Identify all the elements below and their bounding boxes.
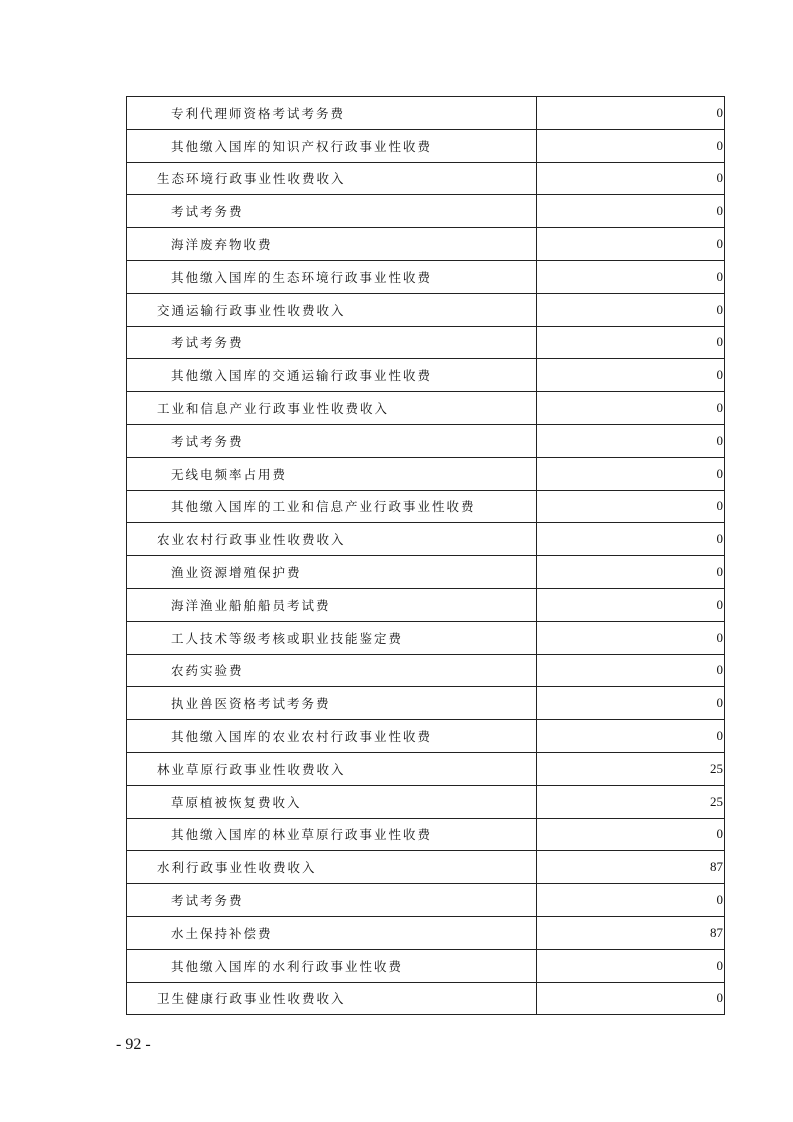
table-row bbox=[127, 949, 725, 982]
item-name-cell: 农业农村行政事业性收费收入 bbox=[127, 523, 537, 556]
item-name-cell: 其他缴入国库的农业农村行政事业性收费 bbox=[127, 720, 537, 753]
item-value-cell: 0 bbox=[537, 129, 725, 162]
item-name-cell: 海洋废弃物收费 bbox=[127, 228, 537, 261]
item-name-cell: 林业草原行政事业性收费收入 bbox=[127, 752, 537, 785]
item-value-cell: 25 bbox=[537, 785, 725, 818]
item-value-cell: 0 bbox=[537, 818, 725, 851]
item-value-cell: 0 bbox=[537, 293, 725, 326]
item-name-cell: 草原植被恢复费收入 bbox=[127, 785, 537, 818]
item-name-cell: 其他缴入国库的水利行政事业性收费 bbox=[127, 949, 537, 982]
item-name-cell: 其他缴入国库的交通运输行政事业性收费 bbox=[127, 359, 537, 392]
item-value-cell: 0 bbox=[537, 982, 725, 1015]
table-row bbox=[127, 195, 725, 228]
item-name-cell: 其他缴入国库的生态环境行政事业性收费 bbox=[127, 260, 537, 293]
item-value-cell: 0 bbox=[537, 654, 725, 687]
item-name-cell: 无线电频率占用费 bbox=[127, 457, 537, 490]
item-name-cell: 其他缴入国库的工业和信息产业行政事业性收费 bbox=[127, 490, 537, 523]
table-row bbox=[127, 523, 725, 556]
item-value-cell: 0 bbox=[537, 359, 725, 392]
table-row bbox=[127, 884, 725, 917]
table-row bbox=[127, 818, 725, 851]
table-row bbox=[127, 293, 725, 326]
item-value-cell: 87 bbox=[537, 916, 725, 949]
page-number: - 92 - bbox=[116, 1036, 151, 1053]
item-name-cell: 其他缴入国库的林业草原行政事业性收费 bbox=[127, 818, 537, 851]
item-value-cell: 87 bbox=[537, 851, 725, 884]
item-name-cell: 水土保持补偿费 bbox=[127, 916, 537, 949]
item-value-cell: 0 bbox=[537, 884, 725, 917]
table-row bbox=[127, 162, 725, 195]
table-row bbox=[127, 982, 725, 1015]
item-name-cell: 渔业资源增殖保护费 bbox=[127, 556, 537, 589]
item-name-cell: 工人技术等级考核或职业技能鉴定费 bbox=[127, 621, 537, 654]
item-value-cell: 0 bbox=[537, 720, 725, 753]
item-value-cell: 0 bbox=[537, 949, 725, 982]
item-value-cell: 0 bbox=[537, 260, 725, 293]
table-row bbox=[127, 687, 725, 720]
item-name-cell: 海洋渔业船舶船员考试费 bbox=[127, 588, 537, 621]
table-row bbox=[127, 326, 725, 359]
table-row bbox=[127, 851, 725, 884]
item-value-cell: 0 bbox=[537, 424, 725, 457]
item-value-cell: 0 bbox=[537, 392, 725, 425]
item-value-cell: 0 bbox=[537, 556, 725, 589]
table-row bbox=[127, 359, 725, 392]
item-value-cell: 0 bbox=[537, 621, 725, 654]
item-value-cell: 0 bbox=[537, 162, 725, 195]
item-value-cell: 0 bbox=[537, 687, 725, 720]
item-value-cell: 0 bbox=[537, 195, 725, 228]
item-name-cell: 考试考务费 bbox=[127, 195, 537, 228]
item-name-cell: 考试考务费 bbox=[127, 884, 537, 917]
revenue-table bbox=[126, 96, 725, 1015]
table-row bbox=[127, 588, 725, 621]
item-value-cell: 0 bbox=[537, 588, 725, 621]
item-value-cell: 0 bbox=[537, 97, 725, 130]
item-value-cell: 0 bbox=[537, 326, 725, 359]
item-name-cell: 交通运输行政事业性收费收入 bbox=[127, 293, 537, 326]
item-value-cell: 0 bbox=[537, 490, 725, 523]
table-row bbox=[127, 556, 725, 589]
item-name-cell: 农药实验费 bbox=[127, 654, 537, 687]
table-row bbox=[127, 260, 725, 293]
item-value-cell: 0 bbox=[537, 228, 725, 261]
item-name-cell: 专利代理师资格考试考务费 bbox=[127, 97, 537, 130]
table-row bbox=[127, 424, 725, 457]
item-name-cell: 考试考务费 bbox=[127, 326, 537, 359]
item-name-cell: 执业兽医资格考试考务费 bbox=[127, 687, 537, 720]
item-name-cell: 生态环境行政事业性收费收入 bbox=[127, 162, 537, 195]
table-row bbox=[127, 916, 725, 949]
table-row bbox=[127, 490, 725, 523]
item-name-cell: 水利行政事业性收费收入 bbox=[127, 851, 537, 884]
table-row bbox=[127, 654, 725, 687]
table-row bbox=[127, 785, 725, 818]
table-row bbox=[127, 97, 725, 130]
table-body bbox=[127, 97, 725, 1015]
table-row bbox=[127, 720, 725, 753]
item-name-cell: 工业和信息产业行政事业性收费收入 bbox=[127, 392, 537, 425]
item-value-cell: 25 bbox=[537, 752, 725, 785]
table-row bbox=[127, 752, 725, 785]
table-row bbox=[127, 392, 725, 425]
table-row bbox=[127, 129, 725, 162]
item-name-cell: 其他缴入国库的知识产权行政事业性收费 bbox=[127, 129, 537, 162]
item-value-cell: 0 bbox=[537, 523, 725, 556]
item-name-cell: 卫生健康行政事业性收费收入 bbox=[127, 982, 537, 1015]
table-row bbox=[127, 228, 725, 261]
table-row bbox=[127, 457, 725, 490]
item-value-cell: 0 bbox=[537, 457, 725, 490]
item-name-cell: 考试考务费 bbox=[127, 424, 537, 457]
table-row bbox=[127, 621, 725, 654]
